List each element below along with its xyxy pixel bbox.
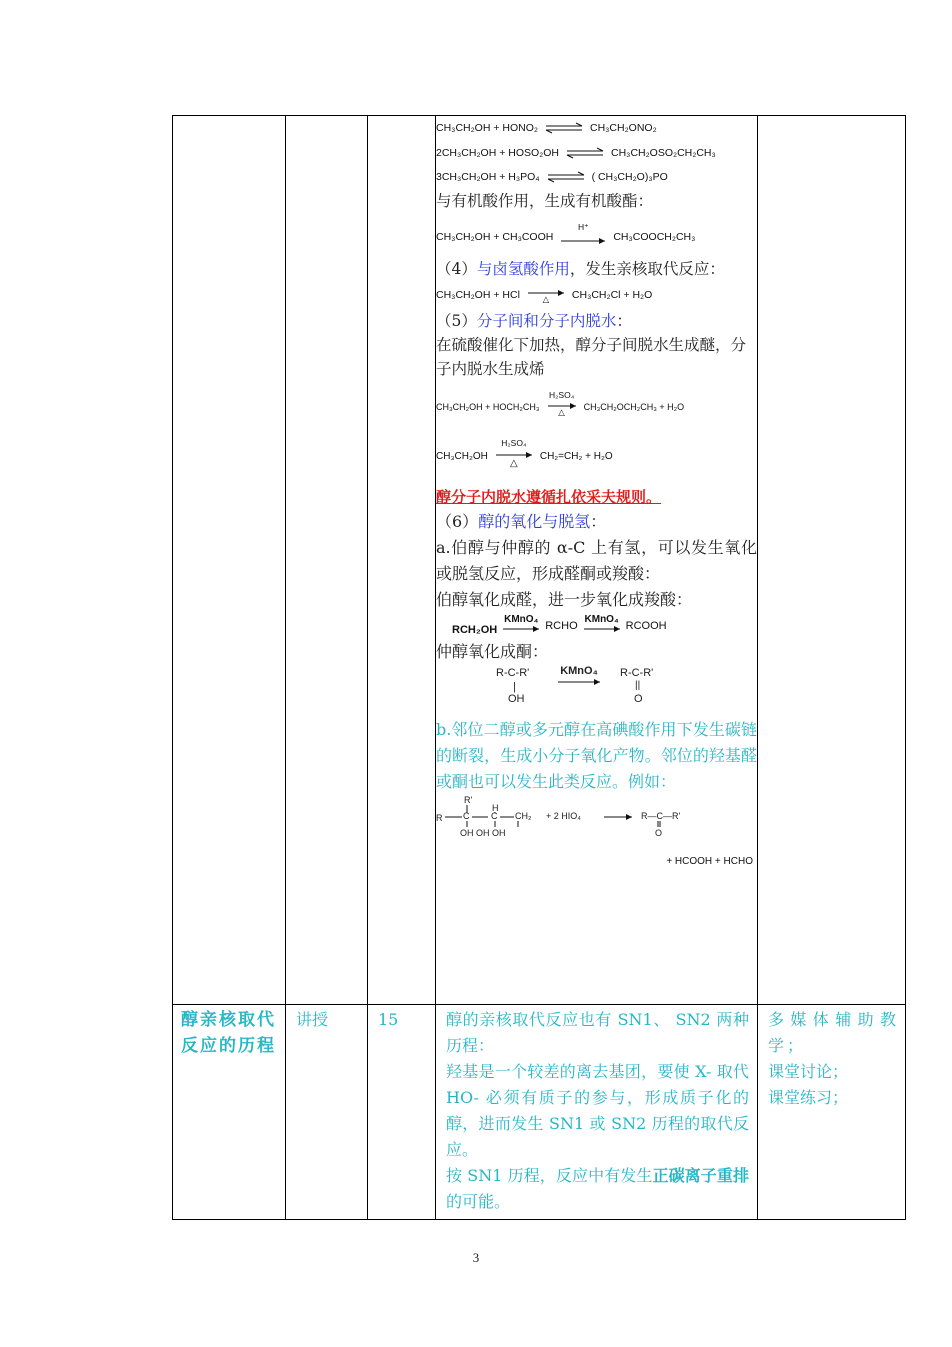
secondary-oxidation-text: 仲醇氧化成酮： <box>436 642 549 661</box>
page-number: 3 <box>472 1250 480 1265</box>
aids-cell <box>758 116 906 1005</box>
equation-halide: CH₃CH₂OH + HCl △ CH₃CH₂Cl + H₂O <box>436 281 757 309</box>
equation-alkene: CH₃CH₂OH H₂SO₄ △ CH₂=CH₂ + H₂O <box>436 433 757 479</box>
primary-oxidation-text: 伯醇氧化成醛，进一步氧化成羧酸： <box>436 590 693 609</box>
lesson-plan-table <box>172 115 906 1220</box>
equilibrium-arrow-icon <box>565 146 605 160</box>
periodate-byproducts: + HCOOH + HCHO <box>666 855 753 867</box>
equation-primary-oxidation: RCH₂OH KMnO₄ RCHO KMnO₄ RCOOH <box>452 614 667 636</box>
table-row <box>173 116 906 1005</box>
time-cell <box>368 116 436 1005</box>
time-cell: 15 <box>368 1005 436 1220</box>
reaction-arrow-icon: H⁺ <box>559 224 607 250</box>
content-cell: 醇的亲核取代反应也有 SN1、 SN2 两种历程： 羟基是一个较差的离去基团，要使 X- 取代 HO- 必须有质子的参与，形成质子化的醇，进而发生 SN1 或 SN2 历程的取代反应。 按 SN1 历程，反应中有发生正碳离子重排的可能。 <box>436 1005 758 1220</box>
reaction-arrow-icon: KMnO₄ <box>501 614 541 638</box>
double-bond-line: || <box>635 680 641 691</box>
zaitsev-rule: 醇分子内脱水遵循扎依采夫规则。 <box>436 488 662 506</box>
section-5: （5）分子间和分子内脱水： <box>436 312 632 330</box>
reaction-arrow-icon: △ <box>526 284 566 306</box>
carbon-label: C <box>491 811 498 821</box>
reaction-arrow-icon: KMnO₄ <box>556 665 602 689</box>
reaction-arrow-icon: H₂SO₄ △ <box>494 438 534 474</box>
bond-line: | <box>513 681 516 693</box>
topic-cell <box>173 116 286 1005</box>
method-cell: 讲授 <box>286 1005 368 1220</box>
equation-phosphate: 3CH₃CH₂OH + H₃PO₄ ( CH₃CH₂O)₃PO <box>436 171 668 183</box>
equation-sulfate: 2CH₃CH₂OH + HOSO₂OH CH₃CH₂OSO₂CH₂CH₃ <box>436 146 716 159</box>
equation-ester: CH₃CH₂OH + CH₃COOH H⁺ CH₃COOCH₂CH₃ <box>436 213 757 257</box>
equilibrium-arrow-icon <box>544 121 584 135</box>
carbon-label: C <box>463 811 470 821</box>
oxidation-text-b: b.邻位二醇或多元醇在高碘酸作用下发生碳链的断裂，生成小分子氧化产物。邻位的羟基醛或酮也可以发生此类反应。例如： <box>436 720 757 791</box>
section-6: （6）醇的氧化与脱氢： <box>436 512 607 531</box>
table-row <box>173 1005 906 1220</box>
dehydration-text: 在硫酸催化下加热，醇分子间脱水生成醚，分子内脱水生成烯 <box>436 336 747 378</box>
oxidation-text-a: a.伯醇与仲醇的 α-C 上有氢，可以发生氧化或脱氢反应，形成醛酮或羧酸： <box>436 538 757 583</box>
method-cell <box>286 116 368 1005</box>
aids-cell: 多媒体辅助教学； 课堂讨论； 课堂练习； <box>758 1005 906 1220</box>
content-cell <box>436 116 758 1005</box>
carbocation-note: 按 SN1 历程，反应中有发生正碳离子重排的可能。 <box>446 1166 749 1211</box>
section-4: （4）与卤氢酸作用，发生亲核取代反应： <box>436 260 725 278</box>
equilibrium-arrow-icon <box>546 170 586 184</box>
equation-ether: CH₃CH₂OH + HOCH₂CH₃ H₂SO₄ △ CH₃CH₂OCH₂CH₃ + H₂O <box>436 381 757 433</box>
topic-cell: 醇亲核取代反应的历程 <box>173 1005 286 1220</box>
reaction-arrow-icon: KMnO₄ <box>582 614 622 638</box>
equation-nitrate: CH₃CH₂OH + HONO₂ CH₃CH₂ONO₂ <box>436 122 657 134</box>
equation-periodate: R' R H C C CH₂ OH OH OH + 2 HIO₄ R—C—R' O <box>436 795 757 847</box>
equation-secondary-oxidation: R-C-R' | OH KMnO₄ R-C-R' || O <box>496 665 654 705</box>
organic-acid-text: 与有机酸作用，生成有机酸酯： <box>436 192 654 210</box>
reaction-arrow-icon: H₂SO₄ △ <box>548 390 575 417</box>
